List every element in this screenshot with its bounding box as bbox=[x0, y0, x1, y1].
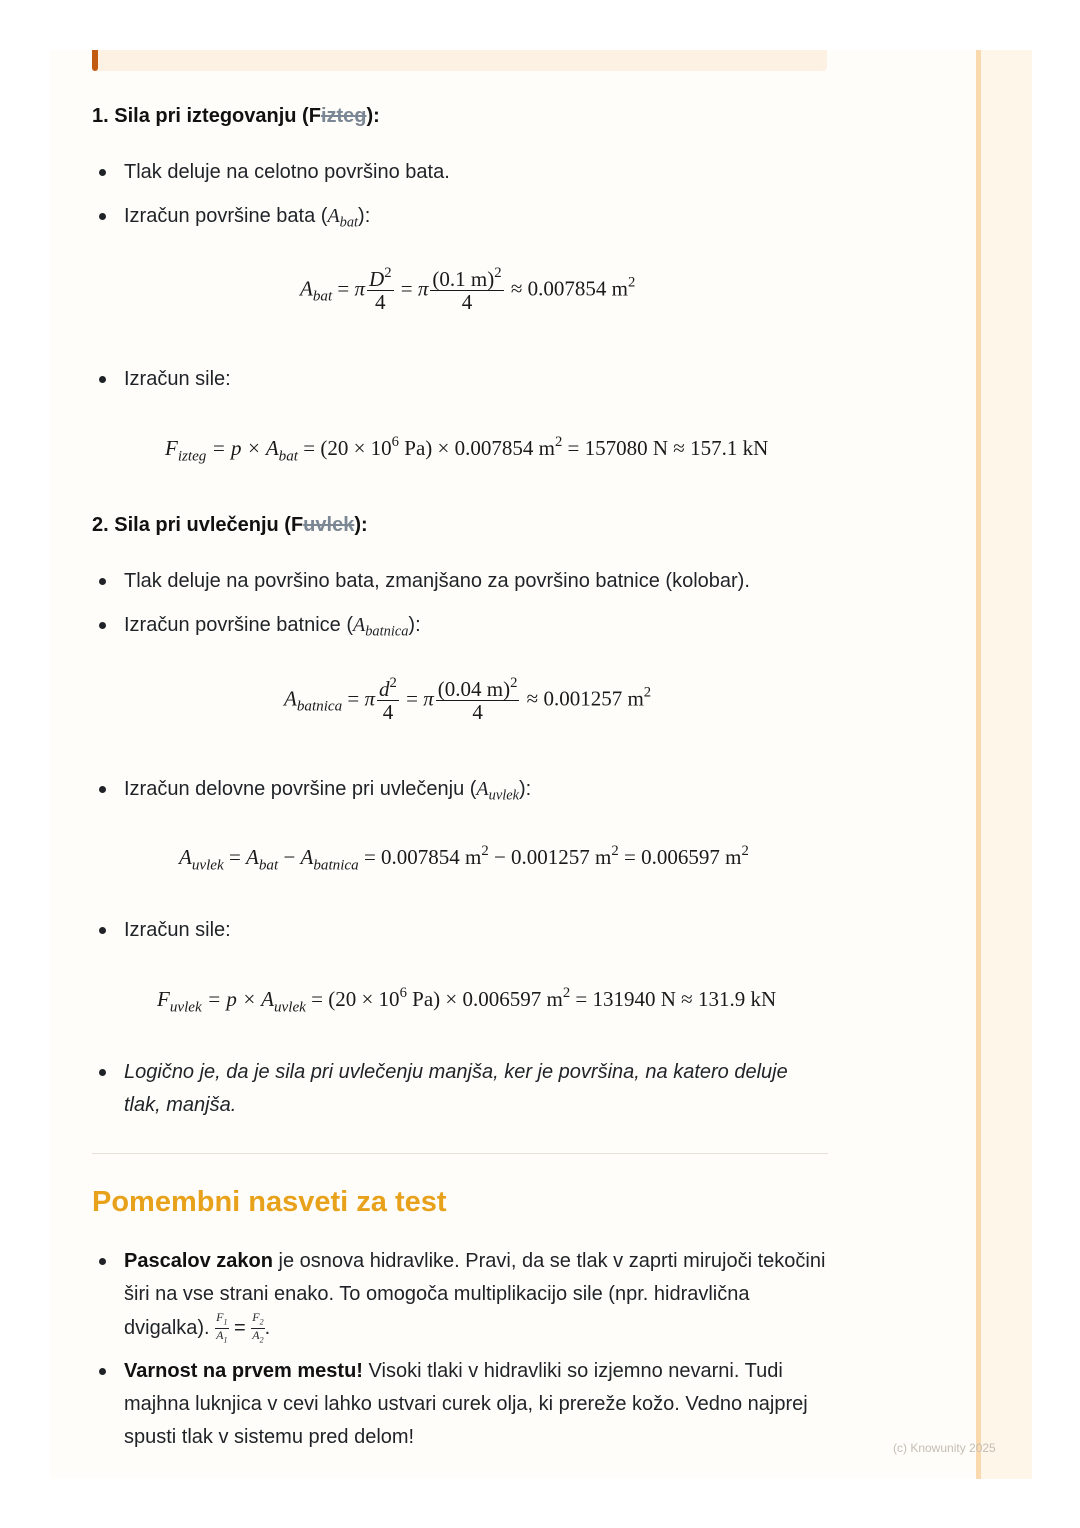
formula-force-uvlek: $F_{uvlek} = p \times A_{uvlek} = (20 \times 10^6$ Pa) × 0.006597 $m^2 = 131940$ N ≈ 131.9 kN bbox=[157, 985, 777, 1016]
section2-heading bbox=[92, 514, 368, 537]
heading-text: 2. Sila pri uvlečenju (F bbox=[92, 514, 304, 536]
list-item bbox=[92, 565, 828, 598]
bullet-dot bbox=[99, 1368, 106, 1375]
right-margin-strip bbox=[976, 50, 1032, 1479]
heading-subscript: uvlek bbox=[303, 514, 355, 536]
right-margin-line bbox=[976, 50, 981, 1479]
list-item bbox=[92, 200, 828, 240]
list-item-text: Logično je, da je sila pri uvlečenju manjša, ker je površina, na katero deluje tlak, manjša. bbox=[124, 1061, 788, 1116]
formula-area-batnica: $A_{batnica} = \pi$ $\frac{d^2}{4}$ = π $\frac{(0.04 m)^2}{4}$ ≈ 0.001257 $m^2$ bbox=[284, 675, 652, 724]
section-divider bbox=[92, 1153, 828, 1154]
list-item-text: Izračun površine batnice $(A_{batnica})$: bbox=[124, 614, 421, 640]
heading-suffix: ): bbox=[354, 514, 368, 536]
list-item-text: Tlak deluje na celotno površino bata. bbox=[124, 161, 450, 183]
list-item bbox=[92, 914, 828, 947]
list-item-text: Izračun sile: bbox=[124, 368, 231, 390]
formula-area-bat: $A_{bat} = \pi$ $\frac{D^2}{4}$ = π $\frac{(0.1 m)^2}{4}$ ≈ 0.007854 $m^2$ bbox=[300, 265, 636, 314]
formula-force-izteg: $F_{izteg} = p \times A_{bat} = (20 \times 10^6$ Pa) × 0.007854 $m^2 = 157080$ N ≈ 157.1 kN bbox=[165, 434, 769, 465]
bullet-dot bbox=[99, 578, 106, 585]
heading-subscript: izteg bbox=[320, 105, 367, 127]
bullet-dot bbox=[99, 169, 106, 176]
list-item-text: Varnost na prvem mestu! Visoki tlaki v hidravliki so izjemno nevarni. Tudi majhna luknjica v cevi lahko ustvari curek olja, ki prereže kožo. Vedno najprej spusti tlak v sistemu pred delom! bbox=[124, 1360, 808, 1448]
list-item-text: Izračun delovne površine pri uvlečenju $(A_{uvlek})$: bbox=[124, 778, 532, 804]
bullet-dot bbox=[99, 376, 106, 383]
list-item-text: Izračun sile: bbox=[124, 919, 231, 941]
formula-area-uvlek: $A_{uvlek} = A_{bat} - A_{batnica} = 0.007854$ $m^2 - 0.001257$ $m^2 = 0.006597$ $m^2$ bbox=[179, 843, 749, 874]
callout-bar-accent bbox=[92, 50, 98, 71]
callout-bar bbox=[92, 50, 827, 71]
tips-heading: Pomembni nasveti za test bbox=[92, 1186, 447, 1218]
copyright-text: (c) Knowunity 2025 bbox=[893, 1441, 996, 1455]
bullet-dot bbox=[99, 1258, 106, 1265]
bullet-dot bbox=[99, 213, 106, 220]
heading-text: 1. Sila pri iztegovanju (F bbox=[92, 105, 321, 127]
list-item-text: Tlak deluje na površino bata, zmanjšano za površino batnice (kolobar). bbox=[124, 570, 750, 592]
list-item-text: Izračun površine bata $(A_{bat})$: bbox=[124, 205, 371, 231]
list-item bbox=[92, 156, 828, 189]
bullet-dot bbox=[99, 786, 106, 793]
list-item bbox=[92, 609, 828, 649]
list-item bbox=[92, 1245, 828, 1347]
list-item bbox=[92, 1056, 828, 1122]
list-item bbox=[92, 773, 828, 813]
bullet-dot bbox=[99, 622, 106, 629]
bullet-dot bbox=[99, 1069, 106, 1076]
list-item bbox=[92, 363, 828, 396]
heading-suffix: ): bbox=[366, 105, 380, 127]
section1-heading bbox=[92, 105, 380, 128]
bullet-dot bbox=[99, 927, 106, 934]
list-item-text: Pascalov zakon je osnova hidravlike. Pravi, da se tlak v zaprti mirujoči tekočini širi na vse strani enako. To omogoča multiplikacijo sile (npr. hidravlična dvigalka). $\frac{F_1}{A_1}$ = $\frac{F_2}{A_2}$ . bbox=[124, 1250, 826, 1345]
list-item bbox=[92, 1355, 828, 1454]
